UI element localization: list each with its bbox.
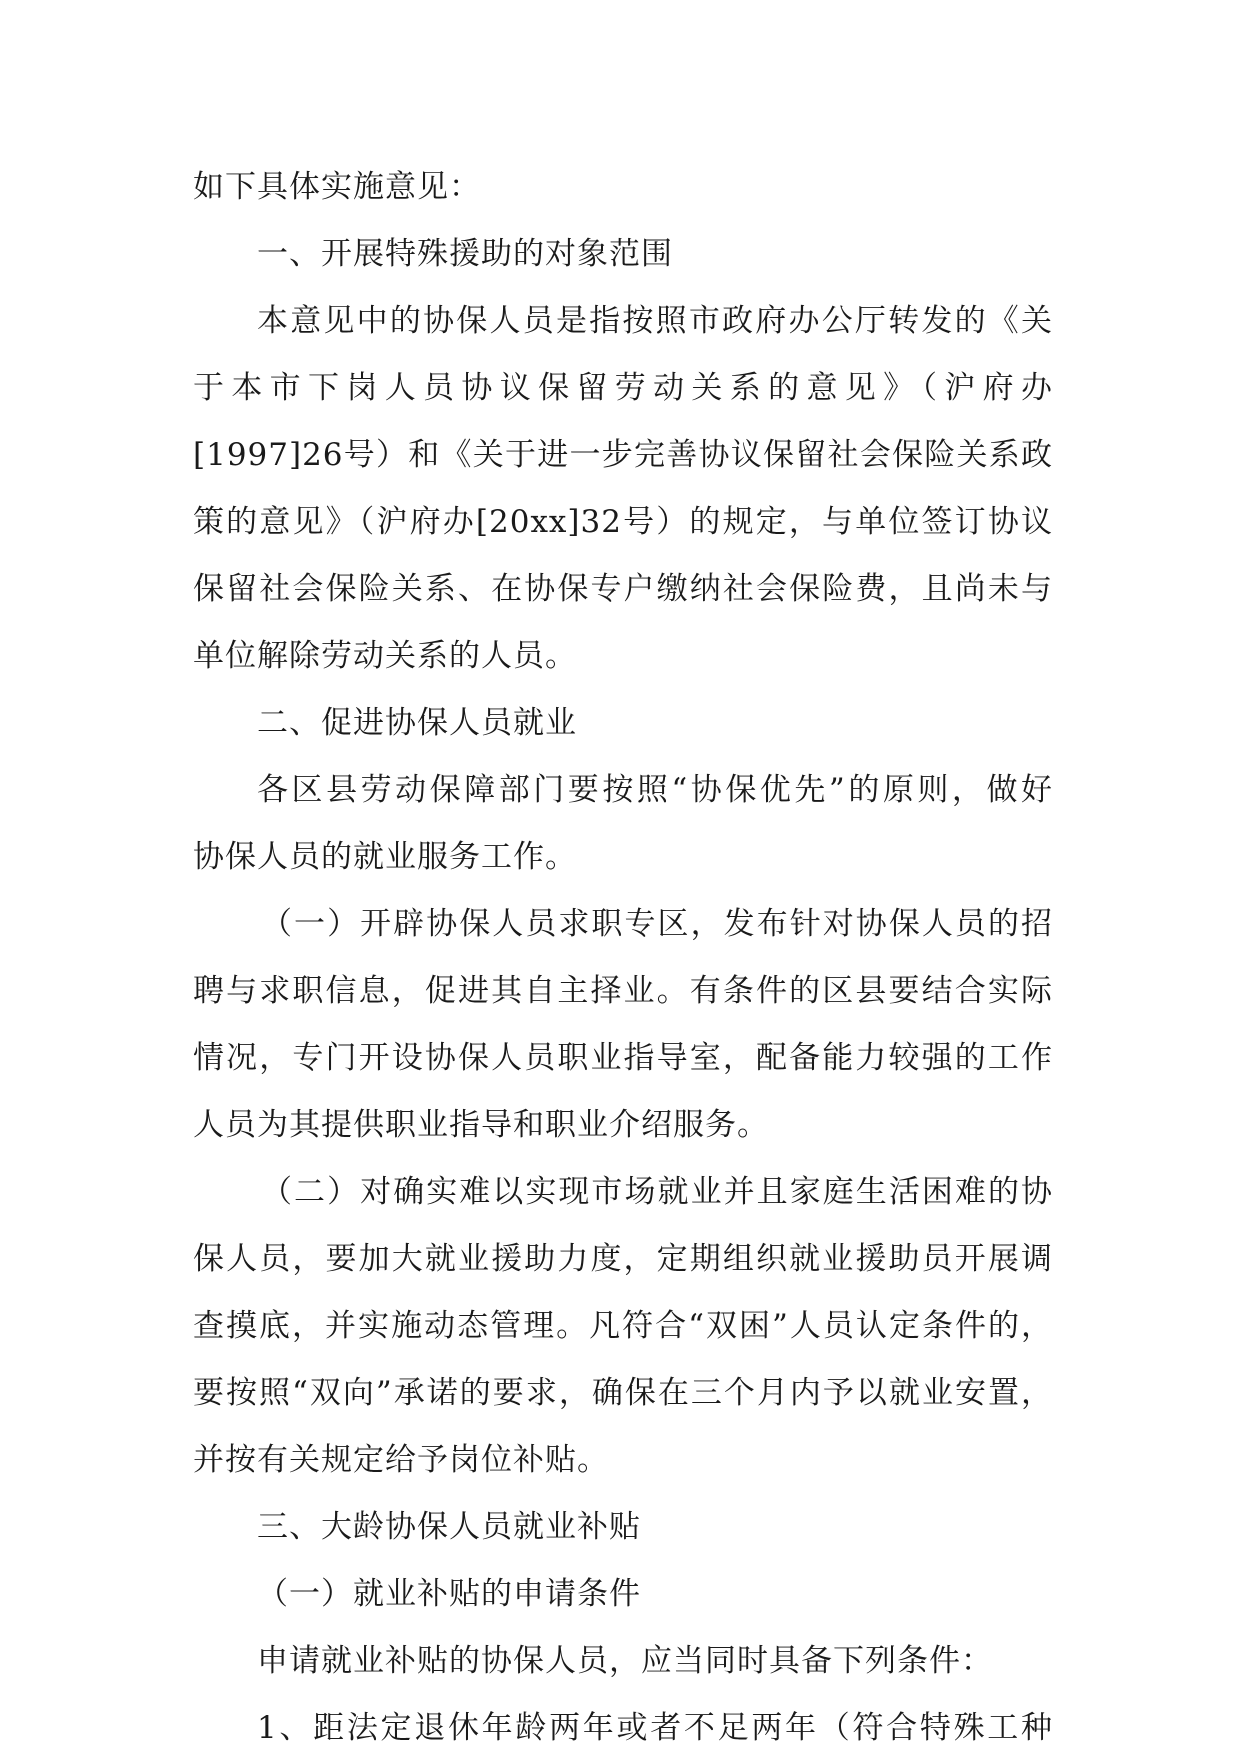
text-line: 本意见中的协保人员是指按照市政府办公厅转发的《关 — [257, 303, 1053, 339]
section-heading: 一、开展特殊援助的对象范围 — [257, 236, 673, 272]
text-line: 保人员，要加大就业援助力度，定期组织就业援助员开展调 — [193, 1241, 1053, 1277]
text-line: （一）开辟协保人员求职专区，发布针对协保人员的招 — [261, 906, 1053, 942]
text-line: 查摸底，并实施动态管理。凡符合“双困”人员认定条件的， — [193, 1308, 1053, 1344]
text-line: （二）对确实难以实现市场就业并且家庭生活困难的协 — [261, 1174, 1053, 1210]
text-line: 人员为其提供职业指导和职业介绍服务。 — [193, 1107, 769, 1143]
text-line: 于本市下岗人员协议保留劳动关系的意见》（沪府办 — [193, 370, 1053, 406]
text-line: 单位解除劳动关系的人员。 — [193, 638, 577, 674]
text-line: 要按照“双向”承诺的要求，确保在三个月内予以就业安置， — [193, 1375, 1053, 1411]
text-line: 各区县劳动保障部门要按照“协保优先”的原则，做好 — [257, 772, 1053, 808]
text-line: 如下具体实施意见： — [193, 169, 481, 205]
text-line: 并按有关规定给予岗位补贴。 — [193, 1442, 609, 1478]
subsection-heading: （一）就业补贴的申请条件 — [257, 1576, 641, 1612]
text-line: 申请就业补贴的协保人员，应当同时具备下列条件： — [257, 1643, 993, 1679]
section-heading: 三、大龄协保人员就业补贴 — [257, 1509, 641, 1545]
text-line: 聘与求职信息，促进其自主择业。有条件的区县要结合实际 — [193, 973, 1053, 1009]
text-line: 策的意见》（沪府办[20xx]32号）的规定，与单位签订协议 — [193, 504, 1053, 540]
text-line: 保留社会保险关系、在协保专户缴纳社会保险费，且尚未与 — [193, 571, 1053, 607]
document-body — [193, 154, 1053, 1762]
text-line: 协保人员的就业服务工作。 — [193, 839, 577, 875]
section-heading: 二、促进协保人员就业 — [257, 705, 577, 741]
text-line: [1997]26号）和《关于进一步完善协议保留社会保险关系政 — [193, 437, 1053, 473]
text-line: 1、距法定退休年龄两年或者不足两年（符合特殊工种 — [257, 1710, 1053, 1746]
text-line: 情况，专门开设协保人员职业指导室，配备能力较强的工作 — [193, 1040, 1053, 1076]
